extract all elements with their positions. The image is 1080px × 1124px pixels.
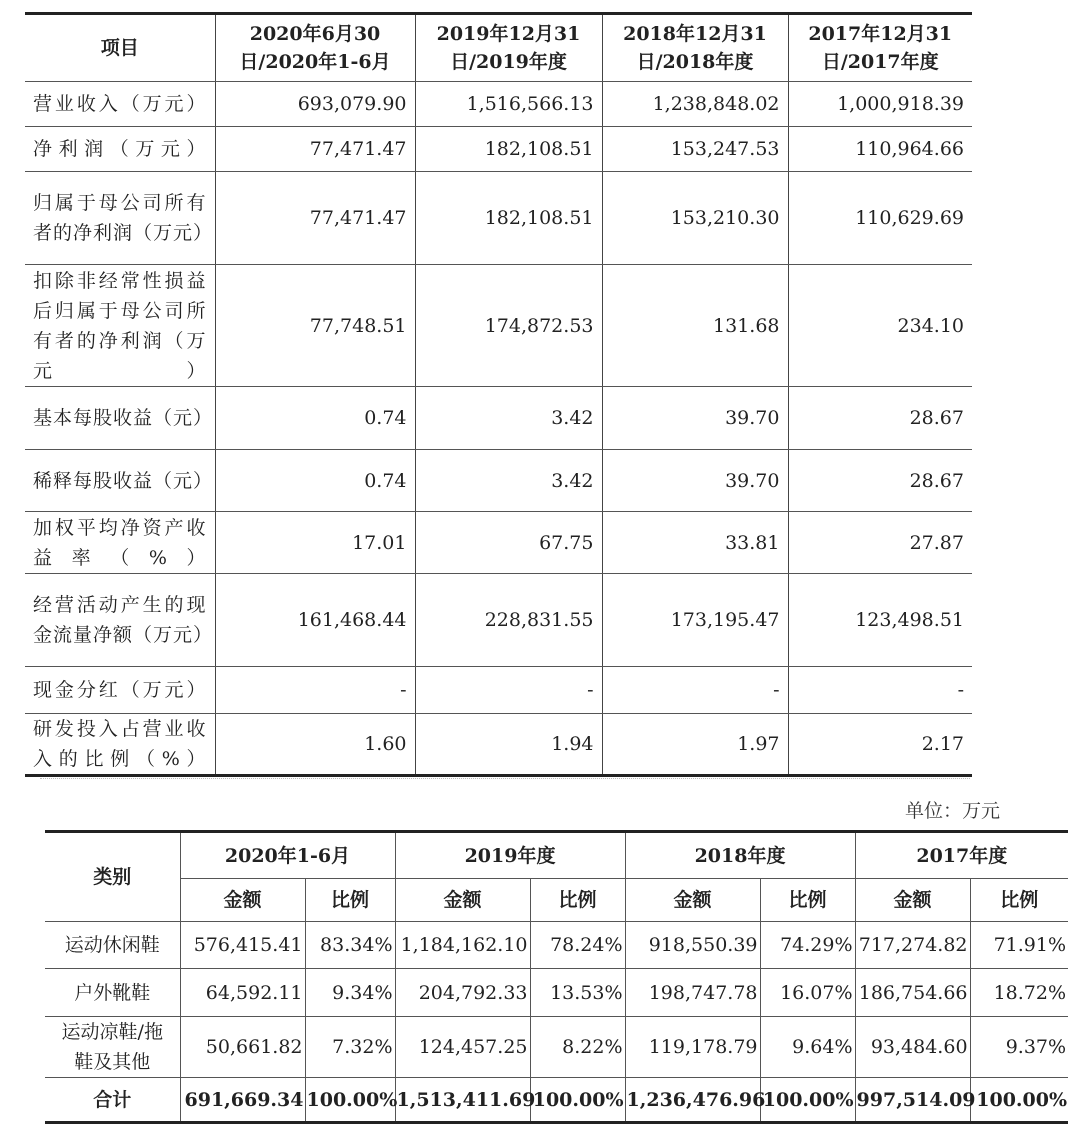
cell-value: 123,498.51 bbox=[788, 574, 972, 667]
cell-amount: 717,274.82 bbox=[855, 922, 970, 969]
cell-value: - bbox=[215, 667, 415, 714]
cell-ratio: 74.29% bbox=[760, 922, 855, 969]
cell-amount: 186,754.66 bbox=[855, 969, 970, 1017]
cell-ratio: 9.37% bbox=[970, 1017, 1068, 1078]
row-label: 归属于母公司所有者的净利润（万元） bbox=[25, 172, 215, 265]
table-row bbox=[25, 387, 972, 450]
row-label: 扣除非经常性损益后归属于母公司所有者的净利润（万元） bbox=[25, 265, 215, 387]
cell-amount: 918,550.39 bbox=[625, 922, 760, 969]
cell-amount: 576,415.41 bbox=[180, 922, 305, 969]
header-item: 项目 bbox=[25, 14, 215, 82]
cell-ratio: 18.72% bbox=[970, 969, 1068, 1017]
cell-value: 1,516,566.13 bbox=[415, 82, 602, 127]
table-header-row bbox=[45, 832, 1068, 879]
cell-amount: 1,184,162.10 bbox=[395, 922, 530, 969]
header-period: 2017年度 bbox=[855, 832, 1068, 879]
financial-summary-table bbox=[25, 12, 972, 777]
header-ratio: 比例 bbox=[970, 879, 1068, 922]
divider bbox=[40, 778, 970, 783]
row-label: 合计 bbox=[45, 1078, 180, 1123]
row-label: 经营活动产生的现金流量净额（万元） bbox=[25, 574, 215, 667]
cell-value: 28.67 bbox=[788, 387, 972, 450]
cell-amount: 50,661.82 bbox=[180, 1017, 305, 1078]
row-label: 运动凉鞋/拖鞋及其他 bbox=[45, 1017, 180, 1078]
cell-value: 33.81 bbox=[602, 512, 788, 574]
total-row bbox=[45, 1078, 1068, 1123]
header-period: 2018年度 bbox=[625, 832, 855, 879]
unit-label: 单位：万元 bbox=[905, 800, 1001, 822]
cell-ratio: 9.64% bbox=[760, 1017, 855, 1078]
cell-ratio: 9.34% bbox=[305, 969, 395, 1017]
table-row bbox=[25, 265, 972, 387]
row-label: 基本每股收益（元） bbox=[25, 387, 215, 450]
cell-value: - bbox=[788, 667, 972, 714]
cell-value: 1.97 bbox=[602, 714, 788, 776]
cell-value: 153,210.30 bbox=[602, 172, 788, 265]
table-row bbox=[45, 969, 1068, 1017]
header-ratio: 比例 bbox=[760, 879, 855, 922]
cell-value: 0.74 bbox=[215, 450, 415, 512]
cell-amount: 119,178.79 bbox=[625, 1017, 760, 1078]
cell-value: 693,079.90 bbox=[215, 82, 415, 127]
cell-value: 77,471.47 bbox=[215, 172, 415, 265]
cell-value: 228,831.55 bbox=[415, 574, 602, 667]
cell-ratio: 16.07% bbox=[760, 969, 855, 1017]
cell-amount: 204,792.33 bbox=[395, 969, 530, 1017]
cell-value: 182,108.51 bbox=[415, 172, 602, 265]
cell-value: 161,468.44 bbox=[215, 574, 415, 667]
cell-amount: 93,484.60 bbox=[855, 1017, 970, 1078]
header-ratio: 比例 bbox=[530, 879, 625, 922]
cell-value: 174,872.53 bbox=[415, 265, 602, 387]
header-period: 2019年度 bbox=[395, 832, 625, 879]
row-label: 现金分红（万元） bbox=[25, 667, 215, 714]
table-row bbox=[45, 1017, 1068, 1078]
cell-ratio: 100.00% bbox=[530, 1078, 625, 1123]
cell-ratio: 78.24% bbox=[530, 922, 625, 969]
cell-value: - bbox=[602, 667, 788, 714]
table-row bbox=[25, 512, 972, 574]
cell-value: 3.42 bbox=[415, 387, 602, 450]
cell-value: 27.87 bbox=[788, 512, 972, 574]
row-label: 营业收入（万元） bbox=[25, 82, 215, 127]
cell-value: 39.70 bbox=[602, 387, 788, 450]
header-amount: 金额 bbox=[625, 879, 760, 922]
cell-ratio: 83.34% bbox=[305, 922, 395, 969]
table-row bbox=[45, 922, 1068, 969]
table-row bbox=[25, 172, 972, 265]
table-row bbox=[25, 82, 972, 127]
row-label: 运动休闲鞋 bbox=[45, 922, 180, 969]
cell-value: 77,748.51 bbox=[215, 265, 415, 387]
revenue-by-category-table bbox=[45, 830, 1068, 1124]
cell-amount: 1,236,476.96 bbox=[625, 1078, 760, 1123]
cell-value: - bbox=[415, 667, 602, 714]
row-label: 净利润（万元） bbox=[25, 127, 215, 172]
cell-amount: 198,747.78 bbox=[625, 969, 760, 1017]
table-row bbox=[25, 667, 972, 714]
cell-ratio: 100.00% bbox=[305, 1078, 395, 1123]
cell-ratio: 8.22% bbox=[530, 1017, 625, 1078]
table-subheader-row bbox=[45, 879, 1068, 922]
header-period: 2020年6月30日/2020年1-6月 bbox=[215, 14, 415, 82]
cell-value: 77,471.47 bbox=[215, 127, 415, 172]
header-period: 2017年12月31日/2017年度 bbox=[788, 14, 972, 82]
cell-ratio: 100.00% bbox=[970, 1078, 1068, 1123]
row-label: 加权平均净资产收益率（%） bbox=[25, 512, 215, 574]
table-header-row bbox=[25, 14, 972, 82]
cell-ratio: 71.91% bbox=[970, 922, 1068, 969]
table-row bbox=[25, 127, 972, 172]
cell-value: 2.17 bbox=[788, 714, 972, 776]
cell-value: 39.70 bbox=[602, 450, 788, 512]
cell-value: 234.10 bbox=[788, 265, 972, 387]
table-row bbox=[25, 450, 972, 512]
header-amount: 金额 bbox=[180, 879, 305, 922]
cell-value: 131.68 bbox=[602, 265, 788, 387]
row-label: 户外靴鞋 bbox=[45, 969, 180, 1017]
cell-amount: 997,514.09 bbox=[855, 1078, 970, 1123]
table-row bbox=[25, 574, 972, 667]
cell-value: 3.42 bbox=[415, 450, 602, 512]
cell-amount: 64,592.11 bbox=[180, 969, 305, 1017]
cell-amount: 124,457.25 bbox=[395, 1017, 530, 1078]
table-row bbox=[25, 714, 972, 776]
cell-value: 1,000,918.39 bbox=[788, 82, 972, 127]
header-amount: 金额 bbox=[395, 879, 530, 922]
cell-ratio: 7.32% bbox=[305, 1017, 395, 1078]
header-period: 2018年12月31日/2018年度 bbox=[602, 14, 788, 82]
cell-value: 182,108.51 bbox=[415, 127, 602, 172]
cell-value: 67.75 bbox=[415, 512, 602, 574]
cell-value: 1.94 bbox=[415, 714, 602, 776]
cell-amount: 1,513,411.69 bbox=[395, 1078, 530, 1123]
header-amount: 金额 bbox=[855, 879, 970, 922]
row-label: 研发投入占营业收入的比例（%） bbox=[25, 714, 215, 776]
cell-amount: 691,669.34 bbox=[180, 1078, 305, 1123]
header-category: 类别 bbox=[45, 832, 180, 922]
cell-value: 110,964.66 bbox=[788, 127, 972, 172]
cell-value: 17.01 bbox=[215, 512, 415, 574]
cell-ratio: 100.00% bbox=[760, 1078, 855, 1123]
cell-value: 1,238,848.02 bbox=[602, 82, 788, 127]
cell-value: 173,195.47 bbox=[602, 574, 788, 667]
cell-value: 0.74 bbox=[215, 387, 415, 450]
cell-value: 28.67 bbox=[788, 450, 972, 512]
cell-value: 1.60 bbox=[215, 714, 415, 776]
cell-ratio: 13.53% bbox=[530, 969, 625, 1017]
cell-value: 153,247.53 bbox=[602, 127, 788, 172]
header-period: 2019年12月31日/2019年度 bbox=[415, 14, 602, 82]
header-period: 2020年1-6月 bbox=[180, 832, 395, 879]
cell-value: 110,629.69 bbox=[788, 172, 972, 265]
row-label: 稀释每股收益（元） bbox=[25, 450, 215, 512]
header-ratio: 比例 bbox=[305, 879, 395, 922]
